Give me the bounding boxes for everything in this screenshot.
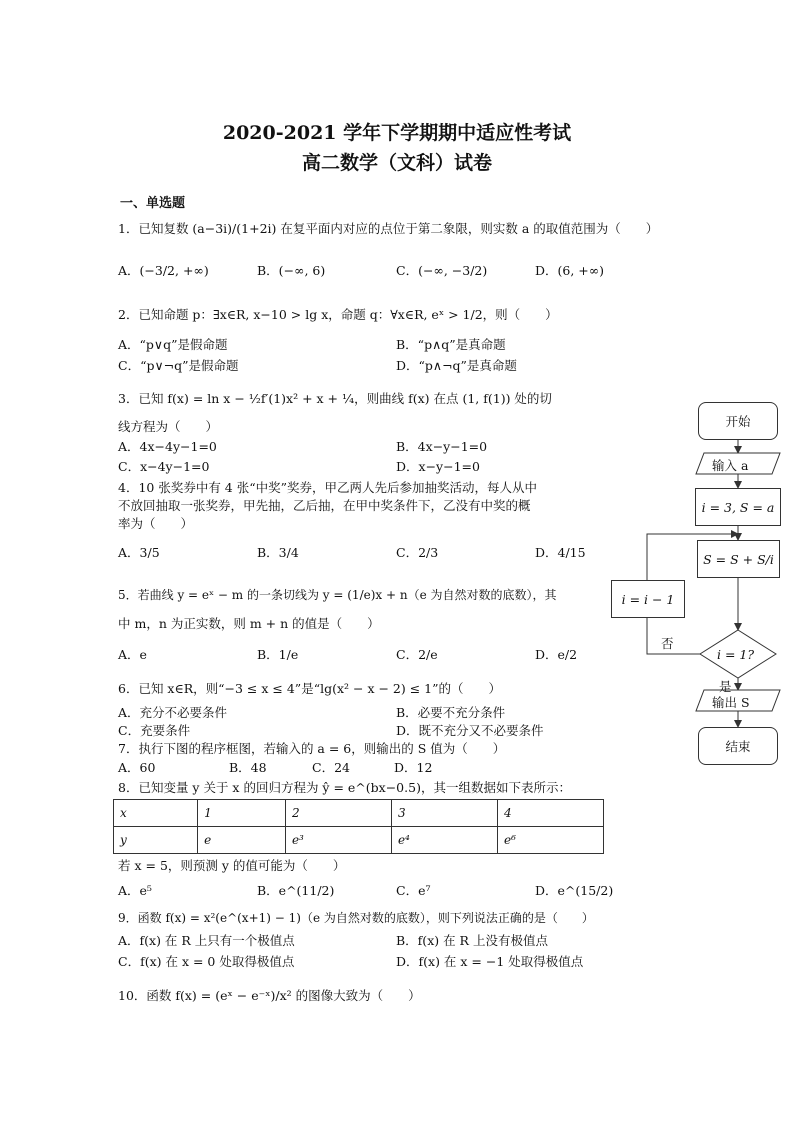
q9-option-d: D．f(x) 在 x = −1 处取得极值点 <box>396 954 584 969</box>
flowchart-end: 结束 <box>698 727 778 765</box>
q8-option-b: B．e^(11/2) <box>257 883 335 898</box>
q1-option-c: C．(−∞, −3/2) <box>396 263 488 278</box>
question-4-stem-3: 率为（ ） <box>118 516 194 531</box>
flowchart-init: i = 3, S = a <box>695 488 781 526</box>
table-cell: 3 <box>391 800 497 827</box>
flowchart-condition: i = 1? <box>717 647 755 662</box>
q9-option-b: B．f(x) 在 R 上没有极值点 <box>396 933 548 948</box>
question-7-stem: 7．执行下图的程序框图，若输入的 a = 6，则输出的 S 值为（ ） <box>118 741 506 756</box>
question-8-stem-2: 若 x = 5，则预测 y 的值可能为（ ） <box>118 858 346 873</box>
q4-option-a: A．3/5 <box>118 545 160 560</box>
table-cell: y <box>114 827 198 854</box>
question-5-stem-2: 中 m，n 为正实数，则 m + n 的值是（ ） <box>118 616 380 631</box>
question-10-stem: 10．函数 f(x) = (eˣ − e⁻ˣ)/x² 的图像大致为（ ） <box>118 988 421 1003</box>
question-9-stem: 9．函数 f(x) = x²(e^(x+1) − 1)（e 为自然对数的底数），则下列说法正确的是（ ） <box>118 911 594 925</box>
q3-option-c: C．x−4y−1=0 <box>118 459 210 474</box>
table-cell: e³ <box>285 827 391 854</box>
question-3-stem-2: 线方程为（ ） <box>118 419 219 434</box>
q9-option-a: A．f(x) 在 R 上只有一个极值点 <box>118 933 295 948</box>
flowchart-output: 输出 S <box>712 695 750 710</box>
q5-option-c: C．2/e <box>396 647 438 662</box>
q4-option-b: B．3/4 <box>257 545 299 560</box>
q5-option-d: D．e/2 <box>535 647 578 662</box>
q8-option-c: C．e⁷ <box>396 883 431 898</box>
q1-option-d: D．(6, +∞) <box>535 263 605 278</box>
table-cell: 1 <box>198 800 286 827</box>
flowchart-update-s: S = S + S/i <box>697 540 780 578</box>
q4-option-c: C．2/3 <box>396 545 439 560</box>
q7-option-c: C．24 <box>312 760 350 775</box>
flowchart-input: 输入 a <box>712 458 749 473</box>
question-6-stem: 6．已知 x∈R，则“−3 ≤ x ≤ 4”是“lg(x² − x − 2) ≤ 1”的（ ） <box>118 681 502 696</box>
q6-option-d: D．既不充分又不必要条件 <box>396 723 544 738</box>
q2-option-a: A．“p∨q”是假命题 <box>118 337 228 352</box>
q9-option-c: C．f(x) 在 x = 0 处取得极值点 <box>118 954 295 969</box>
flowchart-no-label: 否 <box>661 636 674 651</box>
q7-option-b: B．48 <box>229 760 267 775</box>
q5-option-a: A．e <box>118 647 147 662</box>
title-line-2: 高二数学（文科）试卷 <box>301 152 492 174</box>
q6-option-a: A．充分不必要条件 <box>118 705 228 720</box>
table-cell: e <box>198 827 286 854</box>
table-cell: e⁶ <box>497 827 603 854</box>
q7-option-d: D．12 <box>394 760 433 775</box>
table-cell: 2 <box>285 800 391 827</box>
q3-option-a: A．4x−4y−1=0 <box>118 439 217 454</box>
q3-option-b: B．4x−y−1=0 <box>396 439 488 454</box>
q8-option-a: A．e⁵ <box>118 883 152 898</box>
question-4-stem: 4．10 张奖券中有 4 张“中奖”奖券，甲乙两人先后参加抽奖活动，每人从中 <box>118 480 538 495</box>
table-cell: x <box>114 800 198 827</box>
q8-option-d: D．e^(15/2) <box>535 883 614 898</box>
question-4-stem-2: 不放回抽取一张奖券，甲先抽，乙后抽，在甲中奖条件下，乙没有中奖的概 <box>118 498 531 513</box>
question-3-stem: 3．已知 f(x) = ln x − ½f′(1)x² + x + ¼，则曲线 f(x) 在点 (1, f(1)) 处的切 <box>118 391 552 406</box>
q5-option-b: B．1/e <box>257 647 299 662</box>
flowchart-update-i: i = i − 1 <box>611 580 685 618</box>
table-cell: 4 <box>497 800 603 827</box>
q2-option-c: C．“p∨¬q”是假命题 <box>118 358 239 373</box>
q6-option-b: B．必要不充分条件 <box>396 705 506 720</box>
title-line-1: 2020-2021 学年下学期期中适应性考试 <box>222 122 572 144</box>
q4-option-d: D．4/15 <box>535 545 586 560</box>
q6-option-c: C．充要条件 <box>118 723 191 738</box>
question-8-stem: 8．已知变量 y 关于 x 的回归方程为 ŷ = e^(bx−0.5)，其一组数据如下表所示： <box>118 780 571 795</box>
flowchart-yes-label: 是 <box>719 679 732 694</box>
q1-option-a: A．(−3/2, +∞) <box>118 263 209 278</box>
q7-option-a: A．60 <box>118 760 156 775</box>
q3-option-d: D．x−y−1=0 <box>396 459 480 474</box>
question-2-stem: 2．已知命题 p：∃x∈R, x−10 > lg x，命题 q：∀x∈R, eˣ > 1/2，则（ ） <box>118 307 558 322</box>
flowchart-start: 开始 <box>698 402 778 440</box>
q1-option-b: B．(−∞, 6) <box>257 263 326 278</box>
question-5-stem: 5．若曲线 y = eˣ − m 的一条切线为 y = (1/e)x + n（e 为自然对数的底数），其 <box>118 588 557 602</box>
q2-option-b: B．“p∧q”是真命题 <box>396 337 506 352</box>
question-1-stem: 1．已知复数 (a−3i)/(1+2i) 在复平面内对应的点位于第二象限，则实数 a 的取值范围为（ ） <box>118 221 659 236</box>
section-heading: 一、单选题 <box>120 196 186 211</box>
table-cell: e⁴ <box>391 827 497 854</box>
q2-option-d: D．“p∧¬q”是真命题 <box>396 358 517 373</box>
